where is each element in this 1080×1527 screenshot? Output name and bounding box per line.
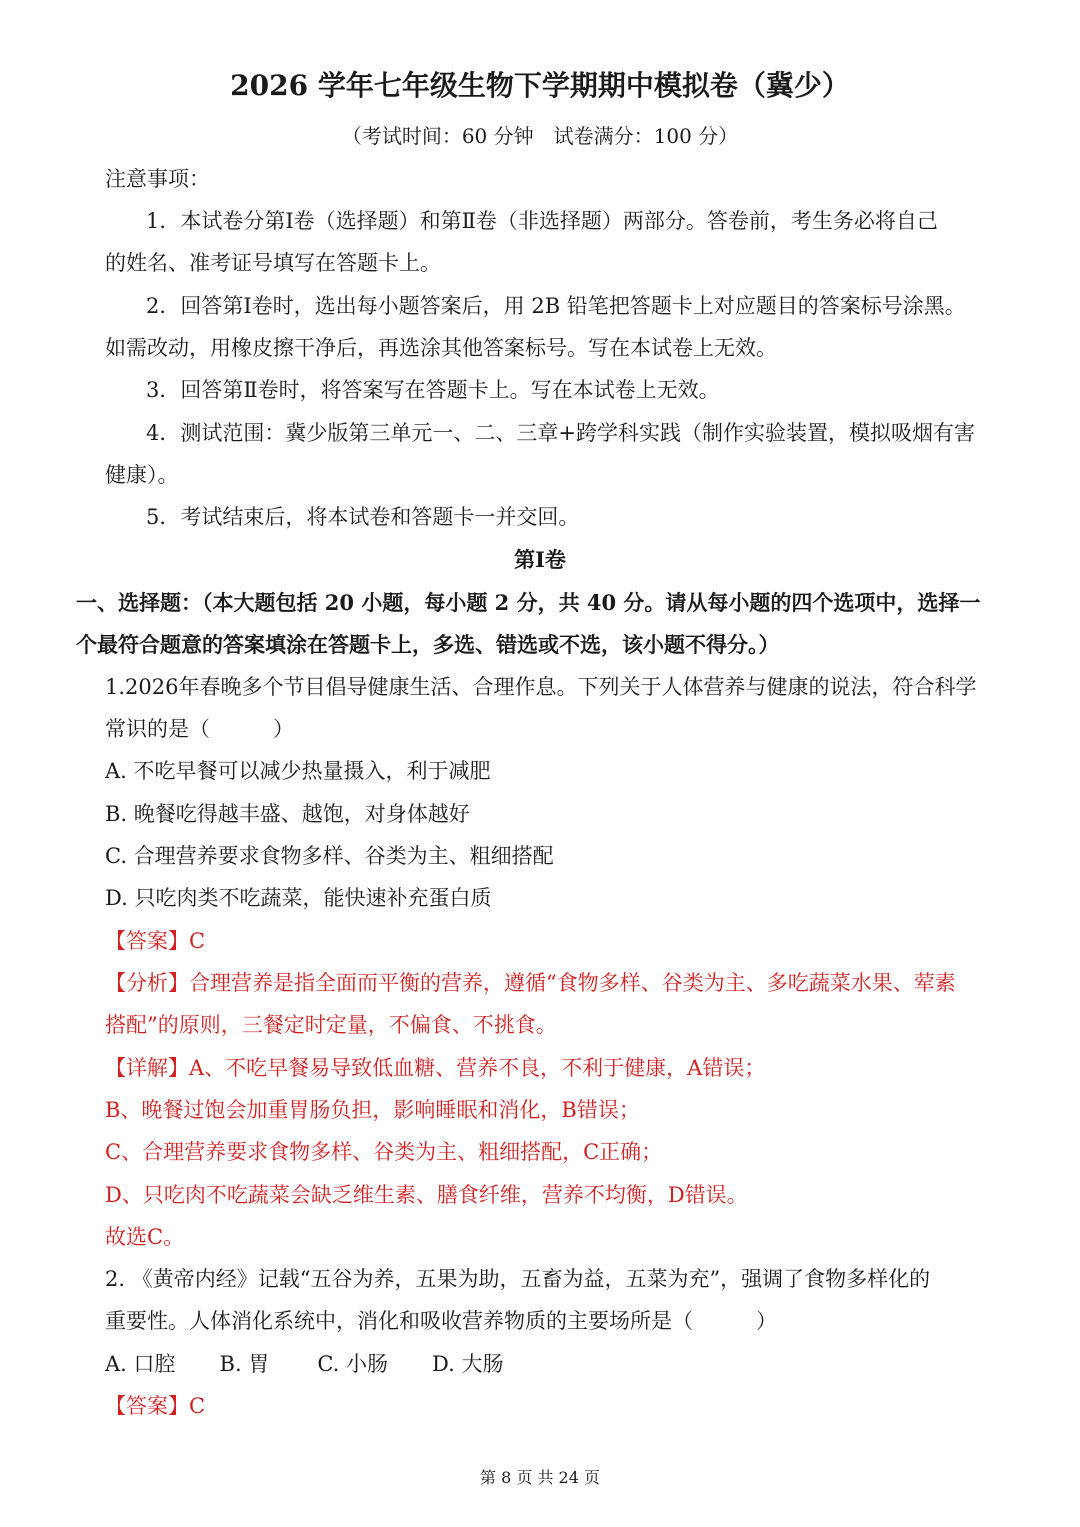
note-1-line-1: 1．本试卷分第Ⅰ卷（选择题）和第Ⅱ卷（非选择题）两部分。答卷前，考生务必将自己	[146, 209, 938, 233]
q1-detail-line-2: B、晚餐过饱会加重胃肠负担，影响睡眠和消化，B错误；	[105, 1098, 640, 1122]
q2-option-c: C. 小肠	[317, 1352, 388, 1376]
part-heading: 第Ⅰ卷	[514, 547, 566, 572]
note-2-line-1: 2．回答第Ⅰ卷时，选出每小题答案后，用 2B 铅笔把答题卡上对应题目的答案标号涂黑。	[146, 294, 966, 318]
q1-stem-line-2: 常识的是（ ）	[105, 717, 294, 741]
notes-heading: 注意事项：	[105, 167, 210, 191]
q1-conclusion: 故选C。	[105, 1225, 185, 1249]
q1-detail-line-3: C、合理营养要求食物多样、谷类为主、粗细搭配，C正确；	[105, 1140, 663, 1164]
q1-analysis-tag: 【分析】	[105, 971, 189, 995]
q1-option-d: D. 只吃肉类不吃蔬菜，能快速补充蛋白质	[105, 886, 492, 910]
page-footer: 第 8 页 共 24 页	[480, 1468, 600, 1487]
exam-subtitle: （考试时间：60 分钟 试卷满分：100 分）	[341, 124, 739, 148]
q1-answer-tag: 【答案】	[105, 929, 189, 953]
q2-answer	[105, 1391, 205, 1421]
section-instruction-line-2: 个最符合题意的答案填涂在答题卡上，多选、错选或不选，该小题不得分。）	[76, 632, 780, 657]
q2-answer-value: C	[189, 1394, 206, 1418]
q2-option-a: A. 口腔	[105, 1352, 176, 1376]
q2-option-b: B. 胃	[219, 1352, 270, 1376]
q1-option-b: B. 晚餐吃得越丰盛、越饱，对身体越好	[105, 802, 470, 826]
q1-answer	[105, 926, 205, 956]
q2-option-d: D. 大肠	[432, 1352, 504, 1376]
q1-detail-line-4: D、只吃肉不吃蔬菜会缺乏维生素、膳食纤维，营养不均衡，D错误。	[105, 1183, 748, 1207]
q1-detail-tag: 【详解】	[105, 1056, 189, 1080]
q1-analysis-line-2: 搭配”的原则，三餐定时定量，不偏食、不挑食。	[105, 1013, 557, 1037]
q1-analysis-line-1	[105, 968, 956, 998]
q1-analysis-text: 合理营养是指全面而平衡的营养，遵循“食物多样、谷类为主、多吃蔬菜水果、荤素	[189, 971, 956, 995]
note-4-line-1: 4．测试范围：冀少版第三单元一、二、三章+跨学科实践（制作实验装置，模拟吸烟有害	[146, 421, 975, 445]
note-2-line-2: 如需改动，用橡皮擦干净后，再选涂其他答案标号。写在本试卷上无效。	[105, 336, 777, 360]
q1-option-a: A. 不吃早餐可以减少热量摄入，利于减肥	[105, 759, 491, 783]
note-3: 3．回答第Ⅱ卷时，将答案写在答题卡上。写在本试卷上无效。	[146, 378, 720, 402]
q2-options	[105, 1349, 503, 1379]
section-instruction-line-1: 一、选择题：（本大题包括 20 小题，每小题 2 分，共 40 分。请从每小题的四个选项中，选择一	[76, 590, 981, 615]
q1-detail-line-1	[105, 1053, 765, 1083]
q1-answer-value: C	[189, 929, 206, 953]
note-5: 5．考试结束后，将本试卷和答题卡一并交回。	[146, 505, 580, 529]
note-4-line-2: 健康）。	[105, 463, 179, 487]
q2-stem-line-1: 2. 《黄帝内经》记载“五谷为养，五果为助，五畜为益，五菜为充”，强调了食物多样化的	[105, 1267, 931, 1291]
q1-stem-line-1: 1.2026年春晚多个节目倡导健康生活、合理作息。下列关于人体营养与健康的说法，符合科学	[105, 675, 977, 699]
q1-detail-text-a: A、不吃早餐易导致低血糖、营养不良，不利于健康，A错误；	[189, 1056, 766, 1080]
note-1-line-2: 的姓名、准考证号填写在答题卡上。	[105, 251, 441, 275]
exam-title: 2026 学年七年级生物下学期期中模拟卷（冀少）	[230, 69, 850, 102]
q2-answer-tag: 【答案】	[105, 1394, 189, 1418]
q1-option-c: C. 合理营养要求食物多样、谷类为主、粗细搭配	[105, 844, 554, 868]
q2-stem-line-2: 重要性。人体消化系统中，消化和吸收营养物质的主要场所是（ ）	[105, 1309, 777, 1333]
